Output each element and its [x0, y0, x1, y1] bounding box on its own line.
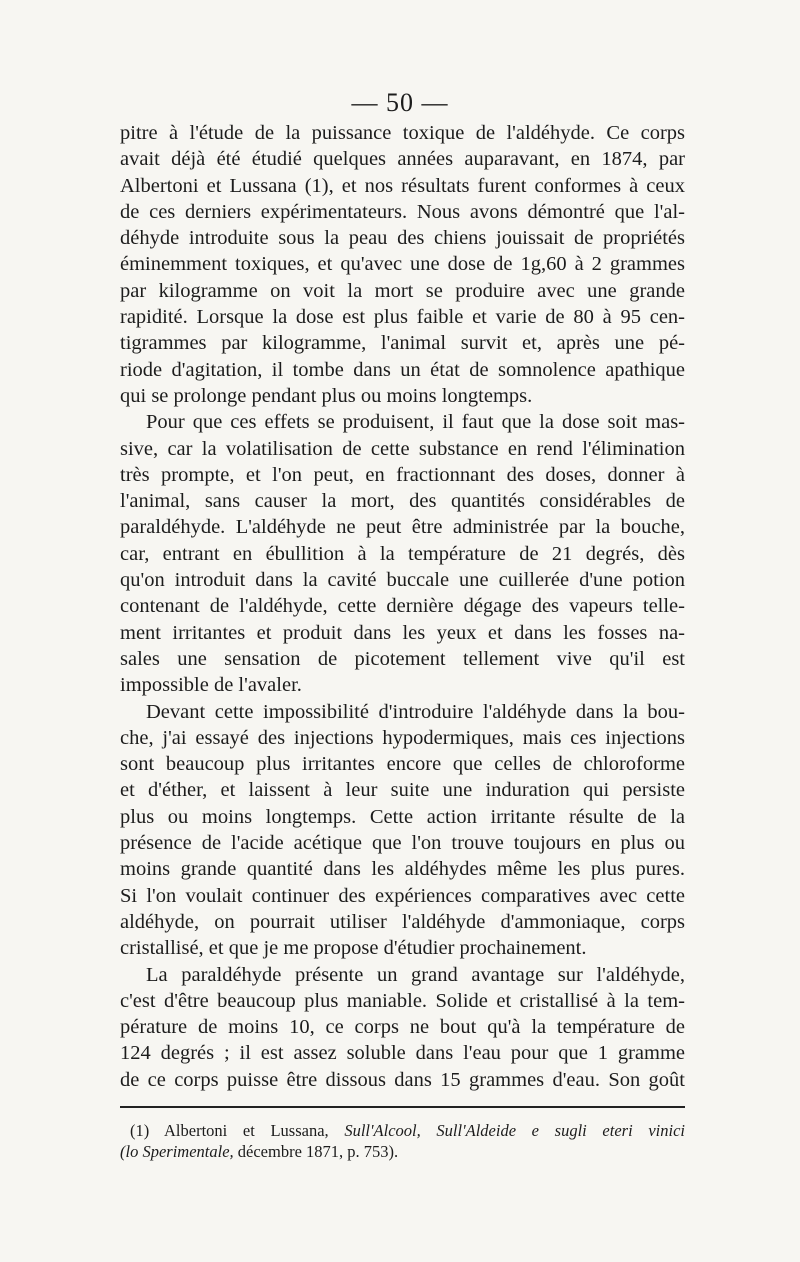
text-line: pitre à l'étude de la puissance toxique de l'aldéhyde. Ce corps [120, 122, 685, 144]
text-line: tigrammes par kilogramme, l'animal survit et, après une pé- [120, 332, 685, 355]
text-line: pérature de moins 10, ce corps ne bout qu'à la température de [120, 1016, 685, 1039]
footnote-divider [120, 1106, 685, 1108]
footnote-authors: (1) Albertoni et Lussana, [130, 1121, 345, 1140]
text-line: plus ou moins longtemps. Cette action irritante résulte de la [120, 805, 685, 828]
text-line: rapidité. Lorsque la dose est plus faible et varie de 80 à 95 cen- [120, 306, 685, 329]
paragraph-3 [120, 699, 685, 962]
paragraph-1 [120, 120, 685, 409]
text-line: sales une sensation de picotement tellement vive qu'il est [120, 647, 685, 670]
paragraph-4 [120, 962, 685, 1093]
text-line: Pour que ces effets se produisent, il faut que la dose soit mas- [146, 411, 685, 434]
footnote [120, 1120, 685, 1162]
text-line: car, entrant en ébullition à la température de 21 degrés, dès [120, 542, 685, 565]
body-text [120, 120, 685, 1093]
text-line: avait déjà été étudié quelques années auparavant, en 1874, par [120, 148, 685, 171]
text-line: Devant cette impossibilité d'introduire l'aldéhyde dans la bou- [146, 700, 685, 723]
footnote-date: décembre 1871, p. 753). [233, 1142, 399, 1161]
text-line: La paraldéhyde présente un grand avantage sur l'aldéhyde, [146, 963, 685, 986]
text-line: déhyde introduite sous la peau des chiens jouissait de propriétés [120, 227, 685, 250]
text-line: qu'on introduit dans la cavité buccale une cuillerée d'une potion [120, 569, 685, 592]
text-line: c'est d'être beaucoup plus maniable. Solide et cristallisé à la tem- [120, 989, 685, 1012]
text-line: et d'éther, et laissent à leur suite une induration qui persiste [120, 779, 685, 802]
text-line: moins grande quantité dans les aldéhydes même les plus pures. [120, 858, 685, 881]
text-line: de ces derniers expérimentateurs. Nous avons démontré que l'al- [120, 200, 685, 223]
text-line: Albertoni et Lussana (1), et nos résultats furent conformes à ceux [120, 174, 685, 197]
paragraph-2 [120, 409, 685, 698]
footnote-line [120, 1120, 685, 1141]
footnote-title: Sull'Aldeide e sugli eteri vinici [436, 1121, 685, 1140]
text-line: cristallisé, et que je me propose d'étudier prochainement. [120, 937, 587, 960]
page-number: — 50 — [351, 88, 449, 117]
text-line: aldéhyde, on pourrait utiliser l'aldéhyde d'ammoniaque, corps [120, 910, 685, 933]
text-line: riode d'agitation, il tombe dans un état de somnolence apathique [120, 358, 685, 381]
text-line: l'animal, sans causer la mort, des quantités considérables de [120, 490, 685, 513]
footnote-title: Sull'Alcool, [344, 1121, 421, 1140]
text-line: de ce corps puisse être dissous dans 15 grammes d'eau. Son goût [120, 1068, 685, 1091]
text-line: par kilogramme on voit la mort se produire avec une grande [120, 279, 685, 302]
text-line: paraldéhyde. L'aldéhyde ne peut être administrée par la bouche, [120, 516, 685, 539]
text-line: qui se prolonge pendant plus ou moins longtemps. [120, 384, 533, 407]
text-line: che, j'ai essayé des injections hypodermiques, mais ces injections [120, 726, 685, 749]
text-line: contenant de l'aldéhyde, cette dernière dégage des vapeurs telle- [120, 595, 685, 618]
text-line: 124 degrés ; il est assez soluble dans l'eau pour que 1 gramme [120, 1042, 685, 1065]
text-line: Si l'on voulait continuer des expériences comparatives avec cette [120, 884, 685, 907]
text-line: très prompte, et l'on peut, en fractionnant des doses, donner à [120, 463, 685, 486]
footnote-journal: (lo Sperimentale, [120, 1142, 234, 1161]
text-line: sive, car la volatilisation de cette substance en rend l'élimination [120, 437, 685, 460]
footnote-line [120, 1141, 685, 1162]
text-line: présence de l'acide acétique que l'on trouve toujours en plus ou [120, 832, 685, 855]
text-line: impossible de l'avaler. [120, 674, 302, 697]
text-line: éminemment toxiques, et qu'avec une dose de 1g,60 à 2 grammes [120, 253, 685, 276]
text-line: sont beaucoup plus irritantes encore que celles de chloroforme [120, 753, 685, 776]
text-line: ment irritantes et produit dans les yeux et dans les fosses na- [120, 621, 685, 644]
